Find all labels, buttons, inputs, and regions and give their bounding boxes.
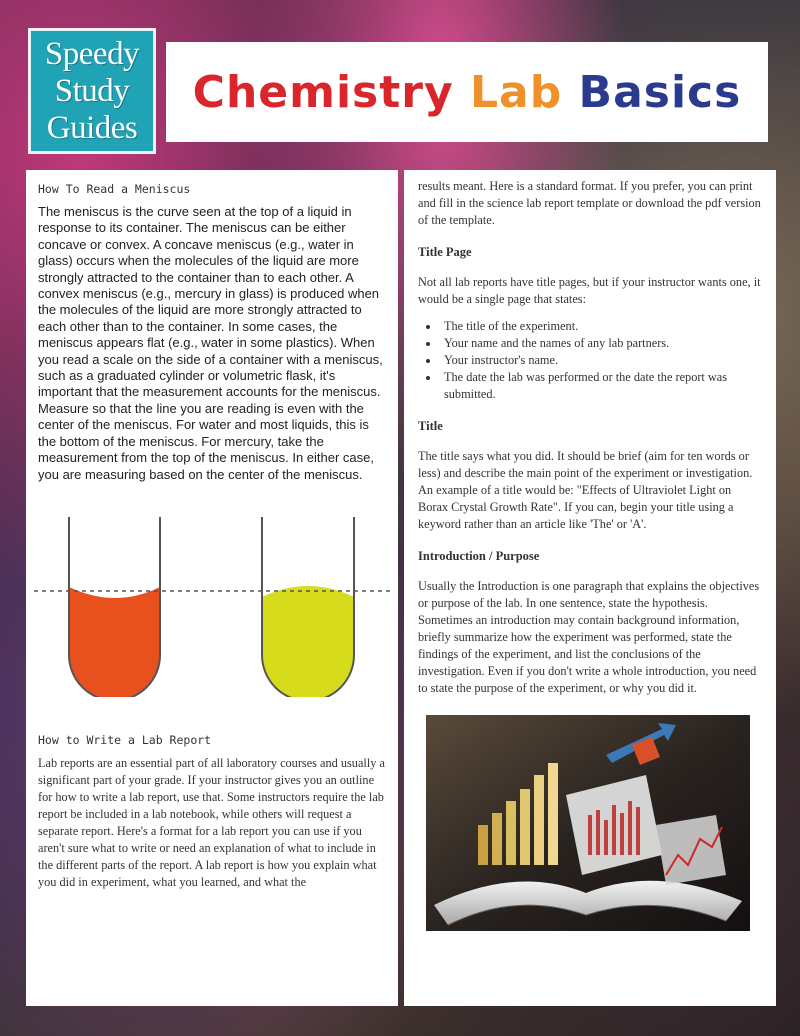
logo-line-study: Study: [54, 72, 130, 109]
list-item: • Your instructor's name.: [440, 352, 762, 369]
title-word-chemistry: Chemistry: [192, 66, 454, 118]
convex-liquid: [262, 586, 354, 697]
right-column-panel: [404, 170, 776, 1006]
title-page-list: [418, 318, 762, 403]
speedy-study-guides-logo: [28, 28, 156, 154]
page-title: [193, 67, 742, 118]
title-section-heading: Title: [418, 419, 443, 433]
title-page-paragraph: Not all lab reports have title pages, but if your instructor wants one, it would be a single page that states:: [418, 275, 761, 306]
left-column-panel: [26, 170, 398, 1006]
title-section-paragraph: The title says what you did. It should be brief (aim for ten words or less) and describe the main point of the experiment or investigation. An example of a title would be: "Effects of Ultraviolet Light on Borax Crystal Growth Rate". If you can, begin your title using a keyword rather than an article like 'The' or 'A'.: [418, 449, 753, 531]
meniscus-diagram: [26, 497, 398, 697]
book-with-charts-image: [426, 715, 750, 931]
format-intro-paragraph: results meant. Here is a standard format. If you prefer, you can print and fill in the science lab report template or download the pdf version of the template.: [418, 179, 761, 227]
logo-line-speedy: Speedy: [44, 35, 140, 72]
introduction-paragraph: Usually the Introduction is one paragraph that explains the objectives or purpose of the lab. In one sentence, state the hypothesis. Sometimes an introduction may contain background information, briefly summarize how the experiment was performed, state the findings of the experiment, and list the conclusions of the investigation. Even if you don't write a whole introduction, you need to state the purpose of the experiment, or why you did it.: [418, 579, 760, 695]
concave-liquid: [69, 587, 160, 697]
lab-report-paragraph: Lab reports are an essential part of all laboratory courses and usually a significant part of your grade. If your instructor gives you an outline for how to write a lab report, use that. Some instructors require the lab report be included in a lab notebook, while others will request a separate report. Here's a format for a lab report you can use if you aren't sure what to write or need an explanation of what to include in the different parts of the report. A lab report is how you explain what you did in experiment, what you learned, and what the: [38, 755, 385, 889]
introduction-heading: Introduction / Purpose: [418, 549, 540, 563]
title-banner: [166, 42, 768, 142]
list-item: • The title of the experiment.: [440, 318, 762, 335]
logo-line-guides: Guides: [46, 109, 138, 146]
lab-report-heading: How to Write a Lab Report: [38, 732, 212, 747]
meniscus-heading: How To Read a Meniscus: [38, 182, 191, 196]
title-word-lab: Lab: [469, 66, 563, 118]
list-item: • The date the lab was performed or the date the report was submitted.: [440, 369, 762, 403]
meniscus-paragraph: The meniscus is the curve seen at the top of a liquid in response to its container. The meniscus can be either concave or convex. A concave meniscus (e.g., water in glass) occurs when the molecules of the liquid are more strongly attracted to the container than to each other. A convex meniscus (e.g., mercury in glass) is produced when the molecules of the liquid are more strongly attracted to each other than to the container. In some cases, the meniscus appears flat (e.g., water in some plastics). When you read a scale on the side of a container with a meniscus, such as a graduated cylinder or volumetric flask, it's important that the measurement accounts for the meniscus. Measure so that the line you are reading is even with the center of the meniscus. For water and most liquids, this is the bottom of the meniscus. For mercury, take the measurement from the top of the meniscus. In either case, you are measuring based on the center of the meniscus.: [38, 204, 383, 482]
list-item: • Your name and the names of any lab partners.: [440, 335, 762, 352]
title-page-heading: Title Page: [418, 245, 472, 259]
title-word-basics: Basics: [578, 66, 742, 118]
